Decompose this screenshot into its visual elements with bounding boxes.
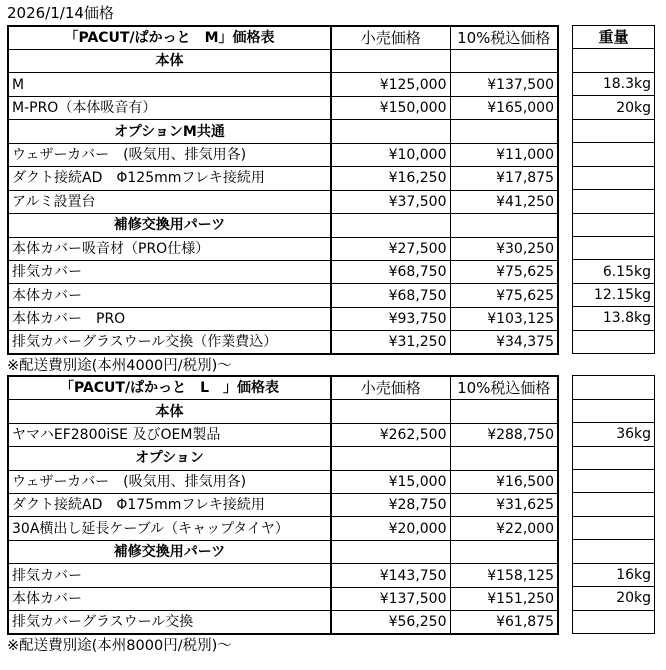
item-name: ヤマハEF2800iSE 及びOEM製品 — [8, 423, 331, 446]
weight-value: 16kg — [573, 563, 655, 586]
weight-row — [573, 493, 655, 516]
weight-table-l — [572, 375, 655, 634]
weight-value — [573, 143, 655, 166]
retail-price: ¥137,500 — [331, 587, 450, 610]
col-header-retail: 小売価格 — [331, 376, 450, 400]
tax-price: ¥75,625 — [450, 284, 558, 307]
tax-price-empty — [450, 400, 558, 423]
tax-price: ¥61,875 — [450, 611, 558, 635]
table-row — [8, 167, 558, 190]
table-title: 「PACUT/ぱかっと M」価格表 — [8, 26, 331, 50]
weight-value: 12.15kg — [573, 283, 655, 306]
date-label: 2026/1/14価格 — [7, 4, 114, 22]
weight-row — [573, 119, 655, 142]
section-label: 本体 — [8, 400, 331, 423]
item-name: ダクト接続AD Φ175mmフレキ接続用 — [8, 494, 331, 517]
tax-price: ¥22,000 — [450, 517, 558, 540]
retail-price: ¥262,500 — [331, 423, 450, 446]
retail-price: ¥143,750 — [331, 564, 450, 587]
col-header-weight: 重量 — [573, 26, 655, 49]
weight-row — [573, 470, 655, 493]
weight-row — [573, 49, 655, 72]
retail-price: ¥93,750 — [331, 307, 450, 330]
weight-value: 6.15kg — [573, 260, 655, 283]
item-name: 排気カバーグラスウール交換 — [8, 611, 331, 635]
retail-price: ¥68,750 — [331, 284, 450, 307]
tax-price-empty — [450, 447, 558, 470]
retail-price: ¥10,000 — [331, 143, 450, 166]
section-label: オプション — [8, 447, 331, 470]
retail-price-empty — [331, 540, 450, 563]
retail-price: ¥68,750 — [331, 260, 450, 283]
col-header-retail: 小売価格 — [331, 26, 450, 50]
table-row — [8, 307, 558, 330]
section-row — [8, 50, 558, 73]
retail-price: ¥31,250 — [331, 331, 450, 355]
retail-price-empty — [331, 50, 450, 73]
table-row — [8, 611, 558, 635]
weight-row — [573, 307, 655, 330]
section-row — [8, 214, 558, 237]
col-header-tax: 10%税込価格 — [450, 376, 558, 400]
weight-value: 36kg — [573, 423, 655, 446]
weight-row — [573, 236, 655, 259]
item-name: 本体カバー — [8, 587, 331, 610]
weight-header-row — [573, 376, 655, 399]
tax-price: ¥11,000 — [450, 143, 558, 166]
weight-row — [573, 143, 655, 166]
table-row — [8, 143, 558, 166]
weight-row — [573, 190, 655, 213]
weight-value — [573, 399, 655, 422]
weight-row — [573, 610, 655, 633]
weight-row — [573, 330, 655, 353]
table-row — [8, 423, 558, 446]
tax-price: ¥17,875 — [450, 167, 558, 190]
weight-value — [573, 540, 655, 563]
weight-value — [573, 493, 655, 516]
table-title: 「PACUT/ぱかっと L 」価格表 — [8, 376, 331, 400]
weight-row — [573, 446, 655, 469]
item-name: 排気カバー — [8, 564, 331, 587]
weight-row — [573, 283, 655, 306]
retail-price: ¥16,250 — [331, 167, 450, 190]
retail-price: ¥37,500 — [331, 190, 450, 213]
weight-value — [573, 236, 655, 259]
retail-price-empty — [331, 400, 450, 423]
weight-row — [573, 96, 655, 119]
table-row — [8, 331, 558, 355]
tax-price: ¥16,500 — [450, 470, 558, 493]
tax-price: ¥41,250 — [450, 190, 558, 213]
section-label: 補修交換用パーツ — [8, 214, 331, 237]
retail-price: ¥125,000 — [331, 73, 450, 96]
item-name: 排気カバー — [8, 260, 331, 283]
item-name: 30A横出し延長ケーブル（キャップタイヤ） — [8, 517, 331, 540]
weight-row — [573, 213, 655, 236]
weight-value — [573, 166, 655, 189]
tax-price: ¥30,250 — [450, 237, 558, 260]
retail-price: ¥15,000 — [331, 470, 450, 493]
header-row — [8, 376, 558, 400]
item-name: 本体カバー PRO — [8, 307, 331, 330]
weight-row — [573, 166, 655, 189]
tax-price: ¥151,250 — [450, 587, 558, 610]
retail-price-empty — [331, 120, 450, 143]
table-row — [8, 260, 558, 283]
weight-value — [573, 516, 655, 539]
retail-price-empty — [331, 447, 450, 470]
table-row — [8, 587, 558, 610]
weight-row — [573, 260, 655, 283]
weight-row — [573, 516, 655, 539]
tax-price-empty — [450, 50, 558, 73]
table-row — [8, 470, 558, 493]
table-row — [8, 564, 558, 587]
section-label: 補修交換用パーツ — [8, 540, 331, 563]
weight-value — [573, 610, 655, 633]
weight-value: 20kg — [573, 96, 655, 119]
retail-price: ¥28,750 — [331, 494, 450, 517]
weight-value: 20kg — [573, 587, 655, 610]
shipping-note-l: ※配送費別途(本州8000円/税別)～ — [7, 638, 232, 655]
retail-price: ¥20,000 — [331, 517, 450, 540]
tax-price: ¥31,625 — [450, 494, 558, 517]
weight-row — [573, 540, 655, 563]
item-name: ウェザーカバー (吸気用、排気用各) — [8, 470, 331, 493]
weight-value — [573, 190, 655, 213]
tax-price-empty — [450, 214, 558, 237]
item-name: M — [8, 73, 331, 96]
tax-price: ¥158,125 — [450, 564, 558, 587]
weight-value — [573, 330, 655, 353]
item-name: ウェザーカバー (吸気用、排気用各) — [8, 143, 331, 166]
col-header-tax: 10%税込価格 — [450, 26, 558, 50]
section-label: オプションM共通 — [8, 120, 331, 143]
retail-price: ¥27,500 — [331, 237, 450, 260]
price-table-m — [7, 25, 559, 355]
item-name: 本体カバー — [8, 284, 331, 307]
weight-value — [573, 470, 655, 493]
section-row — [8, 120, 558, 143]
weight-value: 13.8kg — [573, 307, 655, 330]
tax-price: ¥165,000 — [450, 96, 558, 119]
section-label: 本体 — [8, 50, 331, 73]
weight-row — [573, 587, 655, 610]
table-row — [8, 517, 558, 540]
retail-price: ¥150,000 — [331, 96, 450, 119]
tax-price: ¥34,375 — [450, 331, 558, 355]
retail-price: ¥56,250 — [331, 611, 450, 635]
weight-value: 18.3kg — [573, 72, 655, 95]
weight-row — [573, 72, 655, 95]
item-name: ダクト接続AD Φ125mmフレキ接続用 — [8, 167, 331, 190]
col-header-weight-empty — [573, 376, 655, 399]
header-row — [8, 26, 558, 50]
weight-header-row — [573, 26, 655, 49]
weight-row — [573, 563, 655, 586]
tax-price: ¥288,750 — [450, 423, 558, 446]
tax-price: ¥75,625 — [450, 260, 558, 283]
item-name: M-PRO（本体吸音有） — [8, 96, 331, 119]
price-table-l — [7, 375, 559, 635]
section-row — [8, 400, 558, 423]
table-row — [8, 96, 558, 119]
tax-price: ¥103,125 — [450, 307, 558, 330]
tax-price-empty — [450, 120, 558, 143]
weight-value — [573, 446, 655, 469]
table-row — [8, 237, 558, 260]
table-row — [8, 494, 558, 517]
section-row — [8, 540, 558, 563]
table-row — [8, 73, 558, 96]
tax-price: ¥137,500 — [450, 73, 558, 96]
tax-price-empty — [450, 540, 558, 563]
weight-value — [573, 213, 655, 236]
shipping-note-m: ※配送費別途(本州4000円/税別)～ — [7, 358, 232, 375]
retail-price-empty — [331, 214, 450, 237]
table-row — [8, 284, 558, 307]
weight-value — [573, 49, 655, 72]
weight-row — [573, 423, 655, 446]
item-name: 排気カバーグラスウール交換（作業費込） — [8, 331, 331, 355]
weight-table-m — [572, 25, 655, 354]
table-row — [8, 190, 558, 213]
section-row — [8, 447, 558, 470]
weight-value — [573, 119, 655, 142]
weight-row — [573, 399, 655, 422]
item-name: 本体カバー吸音材（PRO仕様） — [8, 237, 331, 260]
item-name: アルミ設置台 — [8, 190, 331, 213]
